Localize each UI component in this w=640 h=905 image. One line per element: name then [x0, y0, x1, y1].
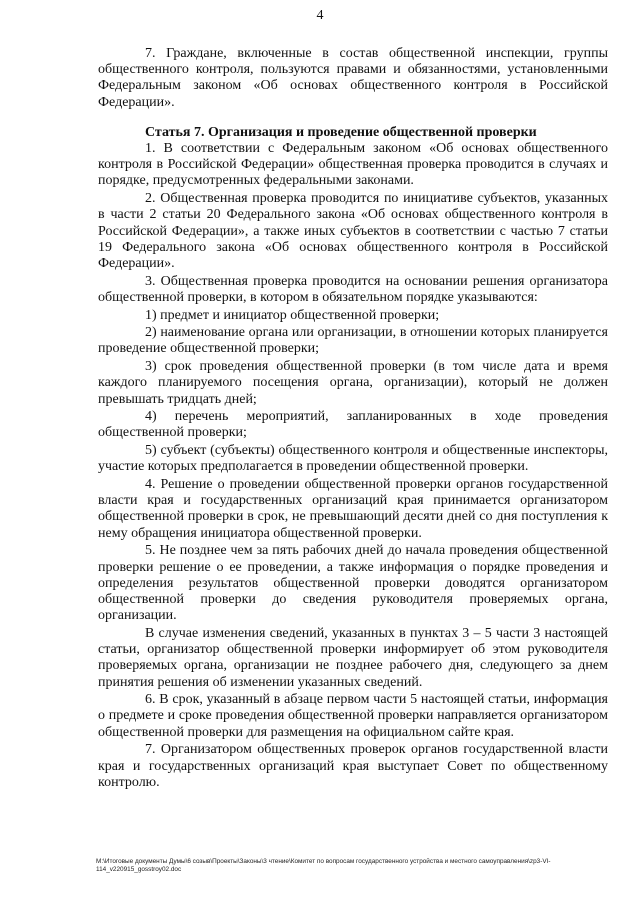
list-item: 3) срок проведения общественной проверки (в том числе дата и время каждого планируемого посещения органа, организации), который не должен превышать тридцать дней; — [98, 359, 608, 407]
article-heading: Статья 7. Организация и проведение общественной проверки — [145, 124, 537, 140]
list-item: 2) наименование органа или организации, в отношении которых планируется проведение общественной проверки; — [98, 325, 608, 357]
document-body — [98, 46, 608, 792]
paragraph: 5. Не позднее чем за пять рабочих дней до начала проведения общественной проверки решение о ее проведении, а также информация о порядке проведения и определения результатов общественной проверки доводятся организатором общественной проверки до сведения руководителя проверяемых органа, организации. — [98, 543, 608, 624]
paragraph: 1. В соответствии с Федеральным законом «Об основах общественного контроля в Российской Федерации» общественная проверка проводится в случаях и порядке, предусмотренных федеральными законами. — [98, 141, 608, 189]
paragraph: 7. Граждане, включенные в состав общественной инспекции, группы общественного контроля, пользуются правами и обязанностями, установленными Федеральным законом «Об основах общественного контроля в Российской Федерации». — [98, 46, 608, 110]
page-number: 4 — [316, 8, 324, 23]
paragraph: 6. В срок, указанный в абзаце первом части 5 настоящей статьи, информация о предмете и сроке проведения общественной проверки направляется организатором общественной проверки для размещения на официальном сайте края. — [98, 692, 608, 740]
paragraph: 4. Решение о проведении общественной проверки органов государственной власти края и государственных организаций края принимается организатором общественной проверки в срок, не превышающий десяти дней со дня поступления к нему обращения инициатора общественной проверки. — [98, 477, 608, 541]
file-path-footer: M:\Итоговые документы Думы\6 созыв\Проекты\Законы\3 чтение\Комитет по вопросам государственного устройства и местного самоуправления\zp3-VI-114_v220915_gosstroy02.doc — [96, 858, 551, 873]
paragraph: 2. Общественная проверка проводится по инициативе субъектов, указанных в части 2 статьи 20 Федерального закона «Об основах общественного контроля в Российской Федерации», а также иных субъектов в соответствии с частью 7 статьи 19 Федерального закона «Об основах общественного контроля в Российской Федерации». — [98, 191, 608, 271]
list-item: 5) субъект (субъекты) общественного контроля и общественные инспекторы, участие которых предполагается в проведении общественной проверки. — [98, 443, 608, 475]
paragraph: В случае изменения сведений, указанных в пунктах 3 – 5 части 3 настоящей статьи, организатор общественной проверки информирует об этом руководителя проверяемых органа, организации не позднее рабочего дня, следующего за днем принятия решения об изменении указанных сведений. — [98, 625, 608, 690]
list-item: 4) перечень мероприятий, запланированных в ходе проведения общественной проверки; — [98, 409, 608, 441]
paragraph: 3. Общественная проверка проводится на основании решения организатора общественной проверки, в котором в обязательном порядке указываются: — [98, 273, 608, 305]
list-item: 1) предмет и инициатор общественной проверки; — [145, 307, 440, 323]
paragraph: 7. Организатором общественных проверок органов государственной власти края и государственных организаций края выступает Совет по общественному контролю. — [98, 742, 608, 790]
